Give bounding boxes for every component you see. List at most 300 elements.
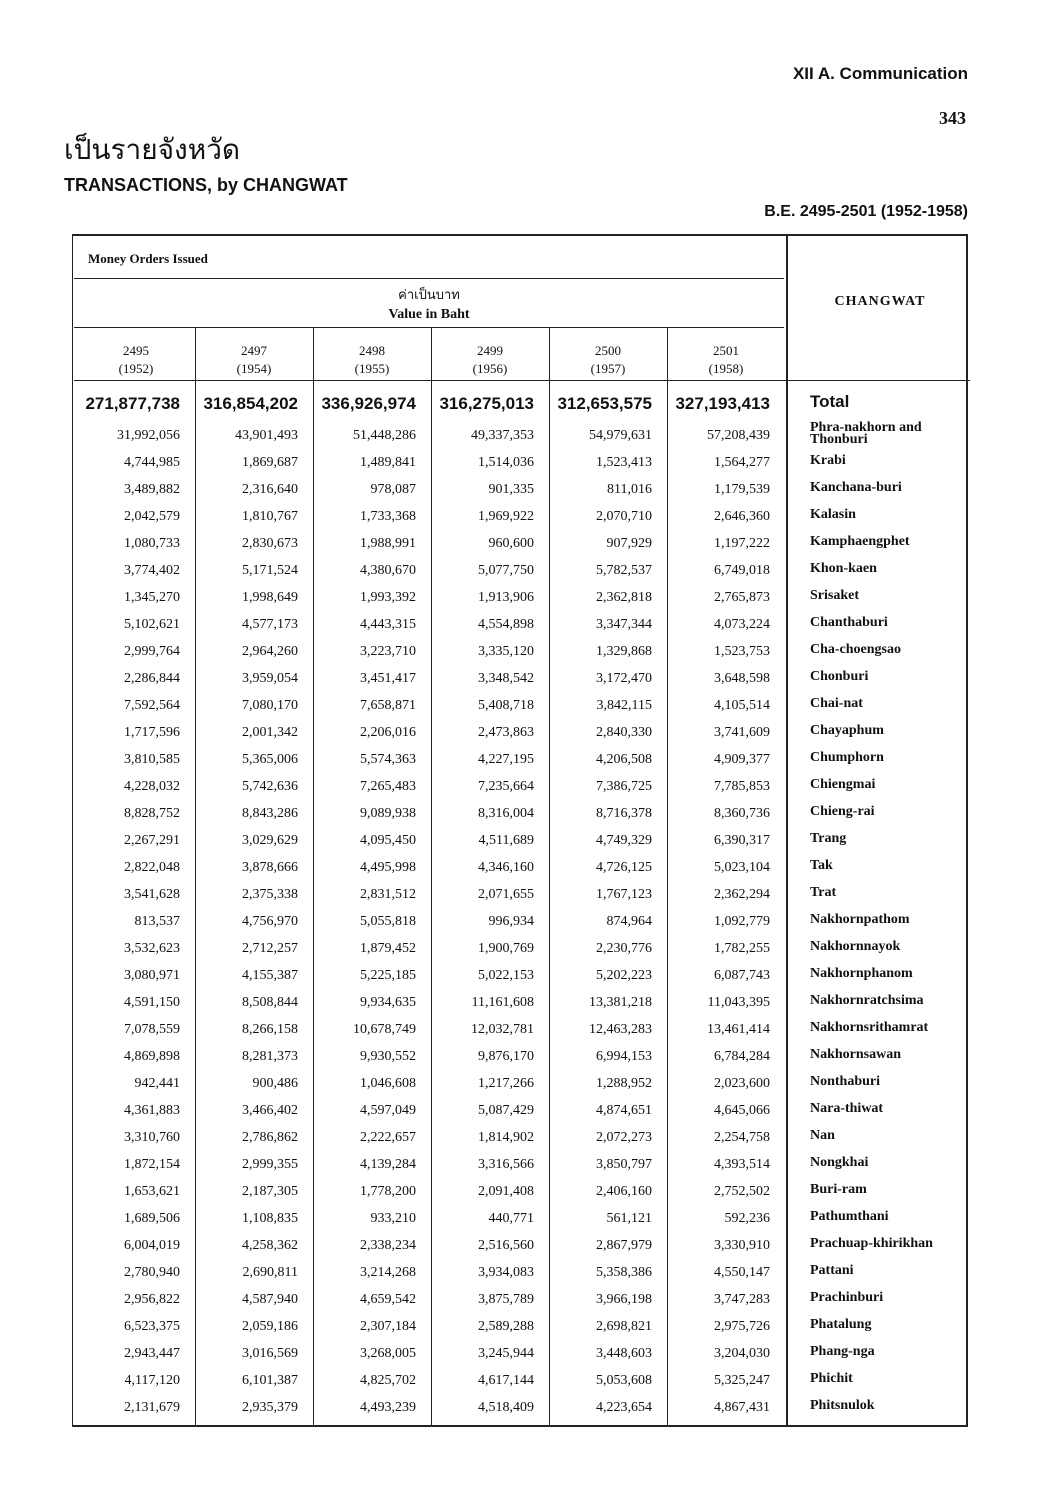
table-row	[74, 455, 974, 482]
value-cell: 2,307,184	[360, 1319, 416, 1334]
value-label-thai: ค่าเป็นบาท	[398, 288, 460, 303]
changwat-name: Trang	[810, 831, 847, 846]
changwat-name: Phitsnulok	[810, 1398, 875, 1413]
table-row	[74, 536, 974, 563]
value-cell: 8,281,373	[242, 1049, 298, 1064]
value-cell: 2,338,234	[360, 1238, 416, 1253]
value-cell: 3,348,542	[478, 671, 534, 686]
value-cell: 2,091,408	[478, 1184, 534, 1199]
value-cell: 2,840,330	[596, 725, 652, 740]
value-cell: 3,878,666	[242, 860, 298, 875]
value-cell: 2,690,811	[242, 1265, 298, 1280]
changwat-name: Chai-nat	[810, 696, 863, 711]
table-row	[74, 887, 974, 914]
value-cell: 12,032,781	[471, 1022, 534, 1037]
year-header	[549, 342, 667, 378]
value-cell: 2,975,726	[714, 1319, 770, 1334]
value-cell: 592,236	[724, 1211, 770, 1226]
value-cell: 4,909,377	[714, 752, 770, 767]
year-header	[431, 342, 549, 378]
value-cell: 6,749,018	[714, 563, 770, 578]
changwat-name: Nakhornratchsima	[810, 993, 924, 1008]
value-cell: 8,828,752	[124, 806, 180, 821]
year-ad: (1958)	[708, 361, 744, 376]
value-cell: 7,078,559	[124, 1022, 180, 1037]
value-cell: 2,765,873	[714, 590, 770, 605]
value-cell: 2,023,600	[714, 1076, 770, 1091]
value-cell: 5,102,621	[124, 617, 180, 632]
value-label: Value in Baht	[388, 307, 470, 322]
value-cell: 2,822,048	[124, 860, 180, 875]
value-cell: 4,346,160	[478, 860, 534, 875]
changwat-name: Pathumthani	[810, 1209, 889, 1224]
value-cell: 1,080,733	[124, 536, 180, 551]
value-cell: 2,362,294	[714, 887, 770, 902]
value-cell: 2,964,260	[242, 644, 298, 659]
value-cell: 1,179,539	[714, 482, 770, 497]
value-cell: 2,956,822	[124, 1292, 180, 1307]
table-row	[74, 995, 974, 1022]
value-cell: 2,867,979	[596, 1238, 652, 1253]
value-cell: 4,073,224	[714, 617, 770, 632]
total-value: 316,275,013	[439, 394, 534, 413]
value-cell: 2,187,305	[242, 1184, 298, 1199]
value-cell: 4,223,654	[596, 1400, 652, 1415]
year-header	[195, 342, 313, 378]
changwat-name: Nakhornpathom	[810, 912, 910, 927]
changwat-name: Khon-kaen	[810, 561, 877, 576]
value-cell: 1,345,270	[124, 590, 180, 605]
page-number: 343	[939, 108, 966, 128]
value-cell: 2,206,016	[360, 725, 416, 740]
value-cell: 10,678,749	[353, 1022, 416, 1037]
changwat-name: Nongkhai	[810, 1155, 869, 1170]
table-row	[74, 509, 974, 536]
value-cell: 4,155,387	[242, 968, 298, 983]
value-cell: 2,999,355	[242, 1157, 298, 1172]
value-cell: 3,080,971	[124, 968, 180, 983]
value-cell: 43,901,493	[235, 428, 298, 443]
value-cell: 3,959,054	[242, 671, 298, 686]
value-cell: 1,197,222	[714, 536, 770, 551]
value-cell: 4,493,239	[360, 1400, 416, 1415]
value-cell: 7,658,871	[360, 698, 416, 713]
table-row	[74, 1157, 974, 1184]
value-cell: 5,325,247	[714, 1373, 770, 1388]
value-cell: 4,597,049	[360, 1103, 416, 1118]
value-cell: 8,360,736	[714, 806, 770, 821]
value-cell: 4,105,514	[714, 698, 770, 713]
value-cell: 2,646,360	[714, 509, 770, 524]
table-row	[74, 671, 974, 698]
value-cell: 2,222,657	[360, 1130, 416, 1145]
value-cell: 3,842,115	[596, 698, 652, 713]
table-row	[74, 1049, 974, 1076]
value-cell: 3,451,417	[360, 671, 416, 686]
value-cell: 3,774,402	[124, 563, 180, 578]
value-cell: 811,016	[607, 482, 652, 497]
value-cell: 4,095,450	[360, 833, 416, 848]
table-row	[74, 860, 974, 887]
total-value: 271,877,738	[85, 394, 180, 413]
value-cell: 2,516,560	[478, 1238, 534, 1253]
value-cell: 2,059,186	[242, 1319, 298, 1334]
value-cell: 1,523,413	[596, 455, 652, 470]
table-row	[74, 779, 974, 806]
table-top-rule	[72, 234, 968, 236]
value-cell: 51,448,286	[353, 428, 416, 443]
value-cell: 7,080,170	[242, 698, 298, 713]
value-cell: 4,591,150	[124, 995, 180, 1010]
value-cell: 2,830,673	[242, 536, 298, 551]
value-cell: 4,518,409	[478, 1400, 534, 1415]
value-cell: 1,814,902	[478, 1130, 534, 1145]
value-cell: 1,717,596	[124, 725, 180, 740]
value-cell: 996,934	[488, 914, 534, 929]
changwat-header: CHANGWAT	[834, 294, 926, 309]
value-cell: 4,206,508	[596, 752, 652, 767]
value-cell: 1,733,368	[360, 509, 416, 524]
value-cell: 6,101,387	[242, 1373, 298, 1388]
changwat-name: Phatalung	[810, 1317, 872, 1332]
value-cell: 7,235,664	[478, 779, 534, 794]
value-cell: 5,408,718	[478, 698, 534, 713]
value-cell: 3,648,598	[714, 671, 770, 686]
value-cell: 2,042,579	[124, 509, 180, 524]
header-bottom-rule	[74, 380, 970, 381]
year-ad: (1955)	[354, 361, 390, 376]
value-cell: 2,072,273	[596, 1130, 652, 1145]
year-be: 2497	[241, 343, 267, 358]
value-cell: 11,161,608	[471, 995, 534, 1010]
value-cell: 2,316,640	[242, 482, 298, 497]
changwat-name: Srisaket	[810, 588, 859, 603]
value-cell: 2,001,342	[242, 725, 298, 740]
table-row	[74, 1076, 974, 1103]
group-label: Money Orders Issued	[88, 251, 208, 266]
changwat-name: Kalasin	[810, 507, 856, 522]
changwat-name: Prachuap-khirikhan	[810, 1236, 933, 1251]
value-cell: 1,998,649	[242, 590, 298, 605]
value-cell: 13,381,218	[589, 995, 652, 1010]
value-cell: 7,386,725	[596, 779, 652, 794]
year-be: 2500	[595, 343, 621, 358]
value-cell: 3,850,797	[596, 1157, 652, 1172]
table-row	[74, 563, 974, 590]
value-cell: 9,876,170	[478, 1049, 534, 1064]
value-cell: 2,071,655	[478, 887, 534, 902]
value-cell: 5,171,524	[242, 563, 298, 578]
value-cell: 3,347,344	[596, 617, 652, 632]
changwat-name: Chanthaburi	[810, 615, 888, 630]
value-cell: 874,964	[606, 914, 652, 929]
value-cell: 813,537	[134, 914, 180, 929]
value-cell: 3,310,760	[124, 1130, 180, 1145]
table-row	[74, 806, 974, 833]
table-left-rule	[72, 234, 73, 1426]
value-cell: 561,121	[606, 1211, 652, 1226]
value-cell: 1,993,392	[360, 590, 416, 605]
changwat-name: Krabi	[810, 453, 846, 468]
table-row	[74, 914, 974, 941]
value-cell: 1,767,123	[596, 887, 652, 902]
table-row	[74, 482, 974, 509]
table-row	[74, 833, 974, 860]
value-cell: 4,361,883	[124, 1103, 180, 1118]
changwat-name: Nakhornsawan	[810, 1047, 902, 1062]
table-row	[74, 1373, 974, 1400]
changwat-name: Chieng-rai	[810, 804, 875, 819]
value-cell: 4,825,702	[360, 1373, 416, 1388]
value-cell: 5,055,818	[360, 914, 416, 929]
value-cell: 2,362,818	[596, 590, 652, 605]
year-be: 2495	[123, 343, 149, 358]
value-cell: 2,780,940	[124, 1265, 180, 1280]
section-heading: XII A. Communication	[792, 64, 968, 83]
value-cell: 6,994,153	[596, 1049, 652, 1064]
value-cell: 2,070,710	[596, 509, 652, 524]
value-cell: 7,785,853	[714, 779, 770, 794]
table-row	[74, 644, 974, 671]
value-cell: 2,286,844	[124, 671, 180, 686]
value-cell: 11,043,395	[707, 995, 770, 1010]
year-range: B.E. 2495-2501 (1952-1958)	[764, 203, 968, 220]
value-cell: 1,329,868	[596, 644, 652, 659]
value-cell: 4,495,998	[360, 860, 416, 875]
value-cell: 5,365,006	[242, 752, 298, 767]
value-cell: 960,600	[488, 536, 534, 551]
value-cell: 4,744,985	[124, 455, 180, 470]
value-cell: 8,508,844	[242, 995, 298, 1010]
value-cell: 5,742,636	[242, 779, 298, 794]
value-cell: 2,473,863	[478, 725, 534, 740]
value-cell: 901,335	[488, 482, 534, 497]
table-row	[74, 420, 974, 455]
table-row	[74, 968, 974, 995]
value-cell: 1,900,769	[478, 941, 534, 956]
value-cell: 1,988,991	[360, 536, 416, 551]
value-cell: 2,230,776	[596, 941, 652, 956]
year-ad: (1957)	[590, 361, 626, 376]
value-cell: 3,330,910	[714, 1238, 770, 1253]
value-cell: 3,466,402	[242, 1103, 298, 1118]
value-cell: 4,228,032	[124, 779, 180, 794]
value-cell: 1,653,621	[124, 1184, 180, 1199]
year-be: 2498	[359, 343, 385, 358]
value-cell: 933,210	[370, 1211, 416, 1226]
table-row	[74, 941, 974, 968]
value-cell: 4,749,329	[596, 833, 652, 848]
value-cell: 5,358,386	[596, 1265, 652, 1280]
changwat-name: Nonthaburi	[810, 1074, 881, 1089]
value-cell: 440,771	[488, 1211, 534, 1226]
value-cell: 1,810,767	[242, 509, 298, 524]
value-cell: 1,969,922	[478, 509, 534, 524]
year-be: 2501	[713, 343, 739, 358]
year-header	[667, 342, 785, 378]
changwat-name: Buri-ram	[810, 1182, 867, 1197]
value-cell: 2,786,862	[242, 1130, 298, 1145]
table-row	[74, 590, 974, 617]
value-cell: 2,943,447	[124, 1346, 180, 1361]
changwat-name: Phra-nakhorn and Thonburi	[810, 420, 922, 447]
value-cell: 4,393,514	[714, 1157, 770, 1172]
value-cell: 3,204,030	[714, 1346, 770, 1361]
value-cell: 5,053,608	[596, 1373, 652, 1388]
value-cell: 1,564,277	[714, 455, 770, 470]
value-cell: 5,087,429	[478, 1103, 534, 1118]
value-cell: 3,223,710	[360, 644, 416, 659]
changwat-name: Kamphaengphet	[810, 534, 910, 549]
value-cell: 5,202,223	[596, 968, 652, 983]
table-row	[74, 725, 974, 752]
value-cell: 3,747,283	[714, 1292, 770, 1307]
value-cell: 9,089,938	[360, 806, 416, 821]
value-cell: 3,489,882	[124, 482, 180, 497]
value-cell: 1,869,687	[242, 455, 298, 470]
value-cell: 5,022,153	[478, 968, 534, 983]
group-rule	[74, 278, 784, 279]
value-cell: 4,659,542	[360, 1292, 416, 1307]
value-cell: 8,716,378	[596, 806, 652, 821]
value-cell: 5,574,363	[360, 752, 416, 767]
value-cell: 4,380,670	[360, 563, 416, 578]
value-cell: 5,782,537	[596, 563, 652, 578]
changwat-name: Pattani	[810, 1263, 854, 1278]
value-cell: 3,172,470	[596, 671, 652, 686]
value-cell: 1,489,841	[360, 455, 416, 470]
value-cell: 4,756,970	[242, 914, 298, 929]
value-cell: 2,999,764	[124, 644, 180, 659]
value-cell: 6,004,019	[124, 1238, 180, 1253]
value-cell: 1,046,608	[360, 1076, 416, 1091]
value-cell: 2,131,679	[124, 1400, 180, 1415]
value-cell: 3,966,198	[596, 1292, 652, 1307]
table-row	[74, 1319, 974, 1346]
value-cell: 6,087,743	[714, 968, 770, 983]
changwat-name: Chonburi	[810, 669, 869, 684]
value-cell: 8,843,286	[242, 806, 298, 821]
total-value: 316,854,202	[203, 394, 298, 413]
value-cell: 3,810,585	[124, 752, 180, 767]
value-cell: 57,208,439	[707, 428, 770, 443]
value-cell: 3,875,789	[478, 1292, 534, 1307]
value-cell: 4,117,120	[124, 1373, 180, 1388]
value-cell: 49,337,353	[471, 428, 534, 443]
value-cell: 12,463,283	[589, 1022, 652, 1037]
value-cell: 1,913,906	[478, 590, 534, 605]
table-row	[74, 1211, 974, 1238]
value-cell: 1,514,036	[478, 455, 534, 470]
table-row	[74, 1346, 974, 1373]
total-value: 312,653,575	[557, 394, 652, 413]
value-cell: 7,265,483	[360, 779, 416, 794]
value-cell: 3,741,609	[714, 725, 770, 740]
value-cell: 31,992,056	[117, 428, 180, 443]
value-cell: 2,698,821	[596, 1319, 652, 1334]
value-cell: 4,227,195	[478, 752, 534, 767]
table-row	[74, 752, 974, 779]
value-cell: 978,087	[370, 482, 416, 497]
value-cell: 942,441	[134, 1076, 180, 1091]
value-cell: 4,645,066	[714, 1103, 770, 1118]
value-cell: 54,979,631	[589, 428, 652, 443]
changwat-name: Nan	[810, 1128, 835, 1143]
value-cell: 4,511,689	[478, 833, 534, 848]
year-ad: (1952)	[118, 361, 154, 376]
value-cell: 1,523,753	[714, 644, 770, 659]
value-cell: 1,879,452	[360, 941, 416, 956]
value-cell: 1,092,779	[714, 914, 770, 929]
value-cell: 4,726,125	[596, 860, 652, 875]
value-cell: 4,139,284	[360, 1157, 416, 1172]
value-cell: 4,874,651	[596, 1103, 652, 1118]
table-row	[74, 1238, 974, 1265]
value-cell: 3,245,944	[478, 1346, 534, 1361]
changwat-name: Nakhornsrithamrat	[810, 1020, 929, 1035]
table-row	[74, 1400, 974, 1427]
changwat-name: Chumphorn	[810, 750, 884, 765]
value-cell: 4,554,898	[478, 617, 534, 632]
value-cell: 3,541,628	[124, 887, 180, 902]
value-cell: 6,390,317	[714, 833, 770, 848]
value-cell: 4,869,898	[124, 1049, 180, 1064]
changwat-name: Phichit	[810, 1371, 853, 1386]
table-row	[74, 1103, 974, 1130]
value-cell: 1,288,952	[596, 1076, 652, 1091]
value-cell: 2,254,758	[714, 1130, 770, 1145]
year-be: 2499	[477, 343, 503, 358]
value-cell: 13,461,414	[707, 1022, 770, 1037]
value-cell: 1,872,154	[124, 1157, 180, 1172]
changwat-name: Nara-thiwat	[810, 1101, 884, 1116]
value-cell: 8,266,158	[242, 1022, 298, 1037]
table-row	[74, 617, 974, 644]
table-row	[74, 1130, 974, 1157]
value-cell: 3,029,629	[242, 833, 298, 848]
changwat-name: Chayaphum	[810, 723, 884, 738]
value-cell: 4,587,940	[242, 1292, 298, 1307]
value-cell: 5,225,185	[360, 968, 416, 983]
total-value: 336,926,974	[321, 394, 416, 413]
changwat-name: Trat	[810, 885, 837, 900]
table-row	[74, 1265, 974, 1292]
value-cell: 9,930,552	[360, 1049, 416, 1064]
value-cell: 900,486	[252, 1076, 298, 1091]
year-ad: (1956)	[472, 361, 508, 376]
changwat-name: Nakhornphanom	[810, 966, 913, 981]
value-cell: 1,108,835	[242, 1211, 298, 1226]
value-cell: 3,268,005	[360, 1346, 416, 1361]
value-cell: 3,214,268	[360, 1265, 416, 1280]
value-cell: 3,448,603	[596, 1346, 652, 1361]
table-row	[74, 1292, 974, 1319]
value-cell: 5,023,104	[714, 860, 770, 875]
year-header	[77, 342, 195, 378]
changwat-name: Tak	[810, 858, 833, 873]
value-cell: 4,443,315	[360, 617, 416, 632]
value-cell: 1,778,200	[360, 1184, 416, 1199]
value-cell: 4,258,362	[242, 1238, 298, 1253]
value-cell: 9,934,635	[360, 995, 416, 1010]
value-cell: 4,867,431	[714, 1400, 770, 1415]
value-cell: 1,689,506	[124, 1211, 180, 1226]
value-cell: 3,316,566	[478, 1157, 534, 1172]
value-cell: 2,831,512	[360, 887, 416, 902]
value-cell: 2,752,502	[714, 1184, 770, 1199]
value-cell: 2,375,338	[242, 887, 298, 902]
total-value: 327,193,413	[675, 394, 770, 413]
